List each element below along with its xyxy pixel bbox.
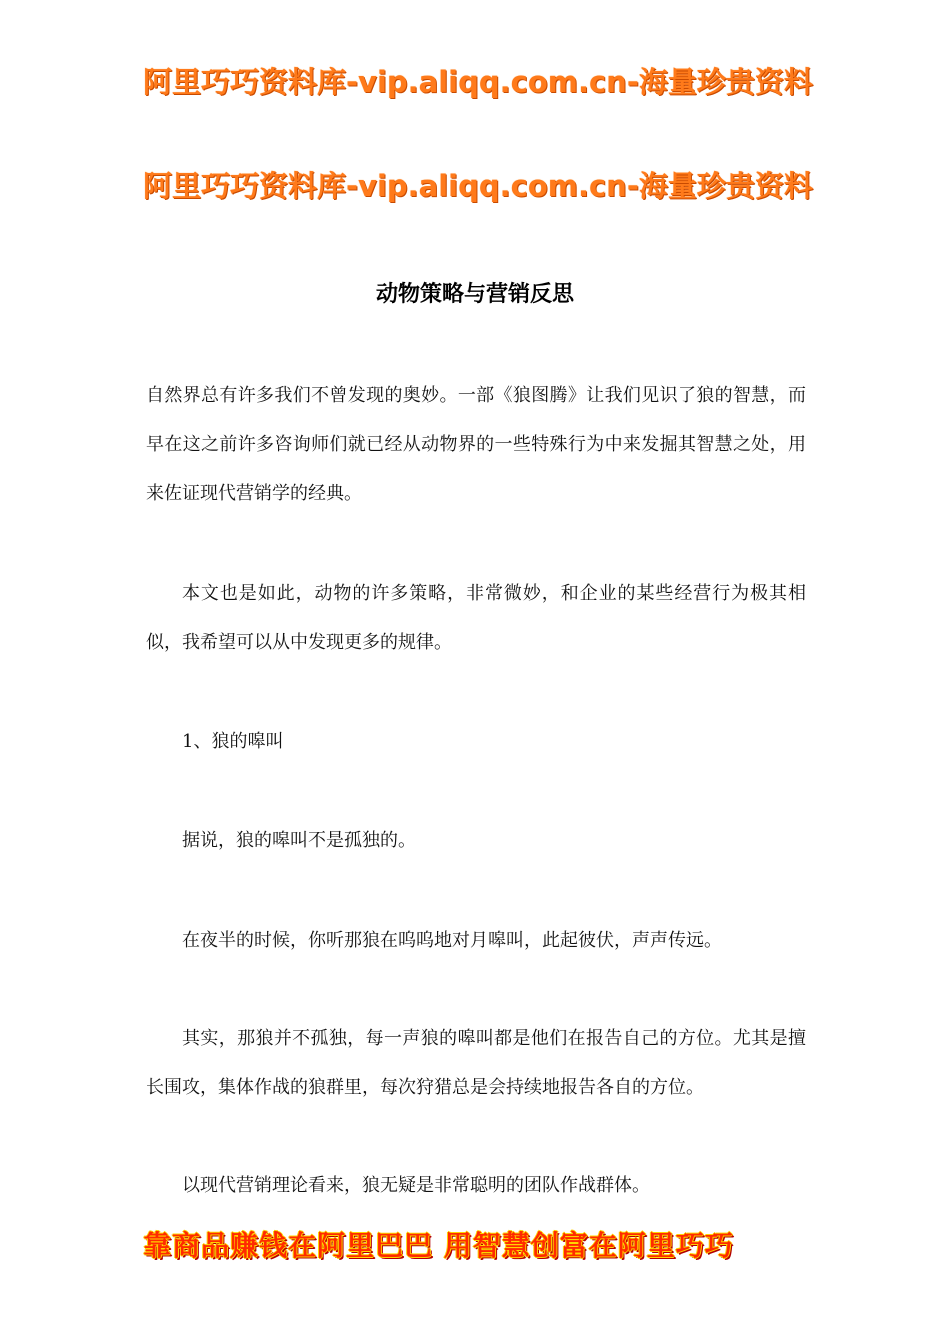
- paragraph-howl-not-lonely: 据说，狼的嗥叫不是孤独的。: [182, 830, 416, 851]
- header-watermark-banner-1: 阿里巧巧资料库-vip.aliqq.com.cn-海量珍贵资料: [143, 65, 813, 99]
- paragraph-intro: 自然界总有许多我们不曾发现的奥妙。一部《狼图腾》让我们见识了狼的智慧，而早在这之前许多咨询师们就已经从动物界的一些特殊行为中来发掘其智慧之处，用来佐证现代营销学的经典。: [146, 385, 806, 504]
- paragraph-purpose: 本文也是如此，动物的许多策略，非常微妙，和企业的某些经营行为极其相似，我希望可以从中发现更多的规律。: [146, 583, 806, 653]
- paragraph-reporting-position: 其实，那狼并不孤独，每一声狼的嗥叫都是他们在报告自己的方位。尤其是擅长围攻，集体作战的狼群里，每次狩猎总是会持续地报告各自的方位。: [146, 1028, 806, 1098]
- document-title: 动物策略与营销反思: [375, 281, 574, 307]
- header-watermark-banner-2: 阿里巧巧资料库-vip.aliqq.com.cn-海量珍贵资料: [143, 169, 813, 203]
- paragraph-team-combat: 以现代营销理论看来，狼无疑是非常聪明的团队作战群体。: [182, 1175, 650, 1196]
- section-heading-wolf-howl: 1、狼的嗥叫: [182, 731, 284, 752]
- paragraph-midnight-howl: 在夜半的时候，你听那狼在呜呜地对月嗥叫，此起彼伏，声声传远。: [182, 930, 722, 951]
- footer-watermark-banner: 靠商品赚钱在阿里巴巴 用智慧创富在阿里巧巧: [143, 1229, 734, 1262]
